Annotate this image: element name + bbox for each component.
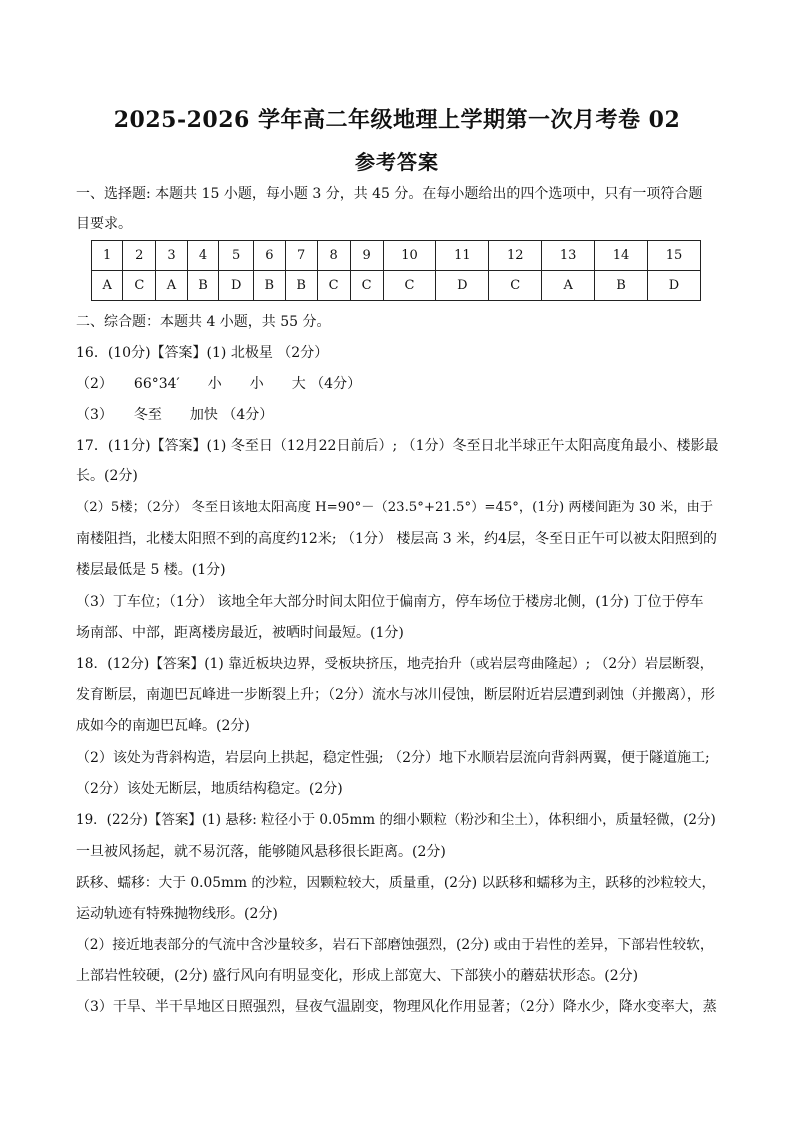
question-number-cell: 14: [595, 241, 648, 271]
question-number-cell: 8: [317, 241, 350, 271]
question-number-cell: 12: [489, 241, 542, 271]
answer-table-answer-row: [92, 271, 701, 301]
question-number-cell: 5: [219, 241, 253, 271]
question-number-cell: 7: [285, 241, 317, 271]
q17-line: 南楼阻挡，北楼太阳照不到的高度约12米; （1分） 楼层高 3 米，约4层，冬至日正午可以被太阳照到的: [76, 531, 718, 547]
question-number-cell: 6: [253, 241, 285, 271]
question-number-cell: 9: [350, 241, 383, 271]
q17-line: 场南部、中部，距离楼房最近，被晒时间最短。(1分): [76, 625, 404, 641]
question-number-cell: 2: [123, 241, 156, 271]
answer-cell: D: [219, 271, 253, 301]
q17-line: （3）丁车位；（1分） 该地全年大部分时间太阳位于偏南方，停车场位于楼房北侧，(1分) 丁位于停车: [76, 594, 704, 610]
answer-cell: B: [595, 271, 648, 301]
q19-line: （2）接近地表部分的气流中含沙量较多，岩石下部磨蚀强烈，(2分) 或由于岩性的差异，下部岩性较软，: [76, 937, 714, 953]
answer-table-number-row: [92, 241, 701, 271]
answer-cell: A: [92, 271, 123, 301]
answer-cell: C: [489, 271, 542, 301]
answer-cell: B: [253, 271, 285, 301]
q16-line: （2） 66°34′ 小 小 大 （4分）: [76, 376, 362, 392]
answer-cell: B: [187, 271, 219, 301]
q19-line: 上部岩性较硬，(2分) 盛行风向有明显变化，形成上部宽大、下部狭小的蘑菇状形态。(2分): [76, 968, 639, 984]
q17-line: 楼层最低是 5 楼。(1分): [76, 562, 226, 578]
q19-line: 跃移、蠕移：大于 0.05mm 的沙粒，因颗粒较大，质量重，(2分) 以跃移和蠕移为主，跃移的沙粒较大，: [76, 875, 716, 891]
answer-cell: C: [123, 271, 156, 301]
answer-cell: D: [436, 271, 489, 301]
answer-table: [91, 240, 701, 301]
question-number-cell: 1: [92, 241, 123, 271]
q18-line: 发育断层，南迦巴瓦峰进一步断裂上升；（2分）流水与冰川侵蚀，断层附近岩层遭到剥蚀（并搬离），形: [76, 687, 715, 703]
q17-line: 长。(2分): [76, 468, 138, 484]
question-number-cell: 13: [542, 241, 595, 271]
section1-heading: 一、选择题: 本题共 15 小题，每小题 3 分，共 45 分。在每小题给出的四个选项中，只有一项符合题: [76, 186, 703, 202]
page-title: 2025-2026 学年高二年级地理上学期第一次月考卷 02: [113, 107, 681, 133]
answer-cell: A: [542, 271, 595, 301]
q19-line: 一旦被风扬起，就不易沉落，能够随风悬移很长距离。(2分): [76, 844, 446, 860]
answer-cell: C: [383, 271, 436, 301]
question-number-cell: 4: [187, 241, 219, 271]
question-number-cell: 15: [647, 241, 700, 271]
question-number-cell: 10: [383, 241, 436, 271]
q19-line: （3）干旱、半干旱地区日照强烈，昼夜气温剧变，物理风化作用显著；（2分）降水少，降水变率大，蒸: [76, 999, 717, 1015]
section2-heading: 二、综合题：本题共 4 小题，共 55 分。: [76, 314, 331, 330]
q16-line: （3） 冬至 加快 （4分）: [76, 407, 274, 423]
q18-line: （2）该处为背斜构造，岩层向上拱起，稳定性强; （2分）地下水顺岩层流向背斜两翼，便于隧道施工;: [76, 750, 710, 766]
section1-heading-cont: 目要求。: [76, 216, 132, 232]
answer-cell: D: [647, 271, 700, 301]
answer-cell: C: [317, 271, 350, 301]
question-number-cell: 11: [436, 241, 489, 271]
q16-line: 16．(10分)【答案】(1) 北极星 （2分）: [76, 345, 329, 361]
answer-cell: C: [350, 271, 383, 301]
question-number-cell: 3: [156, 241, 187, 271]
q18-line: （2分）该处无断层，地质结构稳定。(2分): [76, 781, 343, 797]
q17-line: （2）5楼；（2分） 冬至日该地太阳高度 H=90°－（23.5°+21.5°）=45°，(1分) 两楼间距为 30 米，由于: [76, 500, 713, 515]
page-subtitle: 参考答案: [355, 150, 439, 174]
q17-line: 17．(11分)【答案】(1) 冬至日（12月22日前后）; （1分）冬至日北半球正午太阳高度角最小、楼影最: [76, 438, 719, 454]
q18-line: 18．(12分)【答案】(1) 靠近板块边界，受板块挤压，地壳抬升（或岩层弯曲隆起）; （2分）岩层断裂，: [76, 656, 714, 672]
q19-line: 19．(22分)【答案】(1) 悬移: 粒径小于 0.05mm 的细小颗粒（粉沙和尘土），体积细小，质量轻微，(2分): [76, 812, 716, 828]
answer-cell: B: [285, 271, 317, 301]
answer-cell: A: [156, 271, 187, 301]
q18-line: 成如今的南迦巴瓦峰。(2分): [76, 718, 250, 734]
q19-line: 运动轨迹有特殊抛物线形。(2分): [76, 906, 278, 922]
